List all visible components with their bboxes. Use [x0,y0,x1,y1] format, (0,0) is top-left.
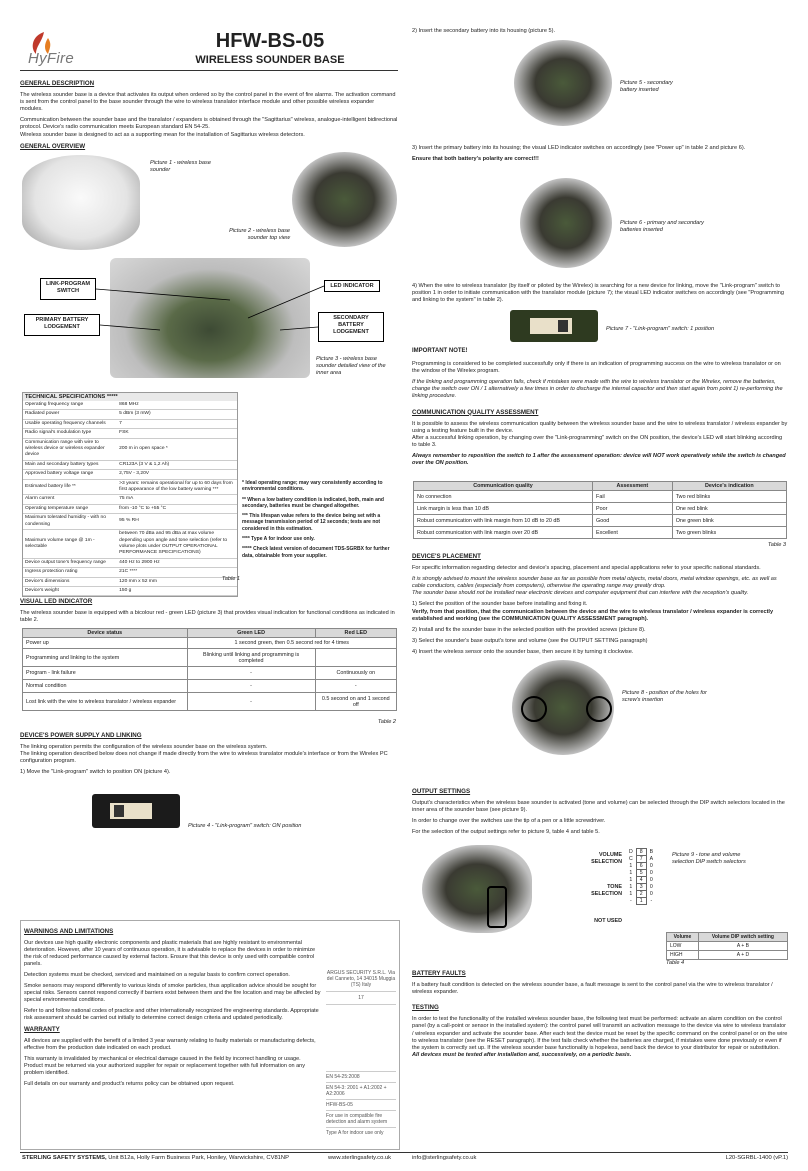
picture-1-image [22,155,140,250]
vol-col-setting: Volume DIP switch setting [698,933,787,942]
label-primary-battery: PRIMARY BATTERY LODGEMENT [24,314,100,336]
footer-website[interactable]: www.sterlingsafety.co.uk [328,1155,392,1161]
general-section [20,72,398,155]
dip-row [626,884,656,891]
table-cell: Programming and linking to the system [23,649,188,667]
dip-cell: 1 [629,877,633,883]
table-row [23,693,397,711]
led-col-status: Device status [23,629,188,638]
spec-label: Device output tone's frequency range [23,558,117,567]
table-row [667,942,788,951]
dip-row [626,877,656,884]
cq-heading: COMMUNICATION QUALITY ASSESSMENT [412,408,539,416]
table-row [23,530,237,559]
table-cell: HIGH [667,951,699,960]
table-row [414,503,787,515]
dip-row [626,863,656,870]
step2: 2) Insert the secondary battery into its housing (picture 5). [412,28,556,34]
dip-cell: - [650,898,653,904]
picture-5-image [514,40,612,126]
os3: For the selection of the output settings refer to picture 9, table 4 and table 5. [412,829,600,836]
table-row [23,460,237,469]
table-cell: Excellent [593,527,673,539]
table-row [23,429,237,438]
important-note-section [412,346,788,471]
spec-note: ***** Check latest version of document TDS-SGRBX for further data, obtainable from your supplier. [242,546,390,559]
table-row [23,470,237,479]
table-cell: No connection [414,491,593,503]
spec-label: Communication range with wire to wireless device or wireless expander device [23,438,117,460]
dip-cell: 0 [649,870,653,876]
dip-cell: 3 [636,884,646,891]
warn-p7: Product must be returned via your authorized supplier for repair or replacement together with full information on any problem identified. [24,1063,305,1076]
footer-left [22,1155,289,1161]
table-cell: Blinking until linking and programming is completed [187,649,315,667]
cert-address: ARGUS SECURITY S.R.L. Via del Canneto, 14 34015 Muggia (TS) Italy [326,970,396,992]
spec-value: from -10 °C to +55 °C [117,504,237,513]
dip-cell: 0 [649,891,653,897]
table-cell: Two green blinks [672,527,786,539]
table-cell: - [187,693,315,711]
dip-cell: 1 [629,863,633,869]
warn-p1: Our devices use high quality electronic components and plastic materials that are highly resistant to environmental deterioration. However, after 10 years of continuous operation, it is advisable to replace the devices in order to minimize the risk of reduced performance caused by external factors. Ensure that this device is only used with compatible control panels. [24,940,316,967]
cert-std2: EN 54-3: 2001 + A1:2002 + A2:2006 [326,1082,396,1099]
vol-col-volume: Volume [667,933,699,942]
cq3: Always remember to reposition the switch to 1 after the assessment operation: device will NOT work operatively while the switch is changed over the ON position. [412,453,786,467]
table-cell: Normal condition [23,680,188,693]
table-cell: Power up [23,638,188,649]
cq-table [413,481,787,539]
pl7: 3) Select the sounder's base output's tone and volume (see the OUTPUT SETTING paragraph) [412,637,648,644]
dip-tone-label: TONE SELECTION [591,884,622,897]
warranty-heading: WARRANTY [24,1026,60,1033]
step4: 4) When the wire to wireless translator (by itself or piloted by the Wirelex) is searching for a new device for linking, move the "Link-program" switch to position 1 in order to initiate communication with the translator module (picture 7); the visual LED indicator switches on accordingly (see "Programming and linking to the system" in table 2). [412,283,784,304]
footer-email[interactable]: info@sterlingsafety.co.uk [412,1155,477,1161]
power-p1: The linking operation permits the configuration of the wireless sounder base on the wireless system. [20,744,268,751]
table-1-caption: Table 1 [221,576,240,582]
table-row [23,514,237,530]
spec-note: ** When a low battery condition is indicated, both, main and secondary, batteries must be changed altogether. [242,496,384,509]
pl1: For specific information regarding detector and device's spacing, placement and special applications refer to your specific national standards. [412,565,761,572]
spec-value: CR123A (3 V & 1,2 Ah) [117,460,237,469]
switch-knob [558,320,568,332]
picture-7-switch-image [510,310,598,342]
output-section [412,780,788,840]
label-led-indicator: LED INDICATOR [324,280,380,292]
pl4: 1) Select the position of the sounder base before installing and fixing it. [412,601,588,608]
dip-cell: 0 [649,863,653,869]
spec-label: Device's weight [23,586,117,595]
switch-knob [114,805,124,817]
dip-row [626,870,656,877]
spec-label: Main and secondary battery types [23,460,117,469]
pl2: It is strongly advised to mount the wireless sounder base as far as possible from metal objects, metal doors, metal window openings, etc. as well as cable conductors, cables (especially from computers), otherwise the operating range may greatly drop. [412,576,777,590]
table-row [23,638,397,649]
picture-9-image [422,845,532,933]
dip-cell: 8 [636,849,646,856]
table-cell: A + B [698,942,787,951]
table-cell: Robust communication with link margin over 20 dB [414,527,593,539]
spec-value: between 70 dBa and 95 dBa at max volume depending upon angle and tone selection (refer to volume plots under OUTPUT OPERATIONAL PERFORMANCE SPECIFICATIONS) [117,530,237,559]
table-row [23,504,237,513]
led-col-red: Red LED [315,629,396,638]
spec-label: Radio signal's modulation type [23,429,117,438]
warn-p5: All devices are supplied with the benefit of a limited 3 year warranty relating to faulty materials or manufacturing defects, effective from the production date indicated on each product. [24,1038,316,1051]
spec-value: 75 mA [117,495,237,504]
logo [22,28,92,68]
table-cell: Two red blinks [672,491,786,503]
table-cell: One green blink [672,515,786,527]
dip-cell: 4 [636,877,646,884]
cq2: After a successful linking operation, by changing over the "Link-programming" switch on the ON position, the device's LED will start blinking according to table 3. [412,434,783,448]
spec-label: Ingress protection rating [23,568,117,577]
table-cell: - [315,680,396,693]
dip-cell: 7 [636,856,646,863]
step3: 3) Insert the primary battery into its housing; the visual LED indicator switches on accordingly (see "Power up" in table 2 and picture 6). [412,145,746,151]
picture-1-caption: Picture 1 - wireless base sounder [150,160,211,173]
dip-notused-label: NOT USED [594,918,622,924]
note1: Programming is considered to be completed successfully only if there is an indication of programming success on the wire to wireless translator or on the window of the Wirelex program. [412,361,781,375]
general-heading: GENERAL DESCRIPTION [20,80,95,87]
dip-cell: 1 [629,891,633,897]
picture-6-image [520,178,612,268]
table-cell: One red blink [672,503,786,515]
step3-section [412,145,788,167]
table-row [414,527,787,539]
led-col-green: Green LED [187,629,315,638]
table-row [414,515,787,527]
spec-label: Maximum tolerated humidity - with no condensing [23,514,117,530]
dip-volume-label: VOLUME SELECTION [591,852,622,865]
spec-label: Radiated power [23,410,117,419]
spec-value: 5 dBm (3 mW) [117,410,237,419]
picture-2-image [292,152,397,247]
cq-col-indication: Device's indication [672,482,786,491]
spec-value: 7 [117,419,237,428]
important-note-heading: IMPORTANT NOTE! [412,348,468,354]
cq-col-quality: Communication quality [414,482,593,491]
spec-note: * Ideal operating range; may vary consistently according to environmental conditions. [242,480,383,493]
picture-4-caption: Picture 4 - "Link-program" switch: ON position [188,823,302,829]
dip-cell: 6 [636,863,646,870]
warn-p4: Refer to and follow national codes of practice and other internationally recognized fire engineering standards. Appropriate risk assessment should be carried out initially to determine correct design criteria and updated periodically. [24,1008,319,1021]
spec-label: Alarm current [23,495,117,504]
specs-notes [242,480,392,563]
general-p3: Wireless sounder base is designed to act as a supporting mean for the installation of Sagittarius wireless detectors. [20,131,305,138]
page-title: HFW-BS-05 [215,30,325,52]
spec-value: 2,75V - 3,20V [117,470,237,479]
spec-value: 200 m in open space * [117,438,237,460]
dip-grid [626,848,656,905]
dip-cell: 0 [649,877,653,883]
battery-faults-section [412,962,788,1063]
output-heading: OUTPUT SETTINGS [412,788,471,795]
pl3: The sounder base should not be installed near electronic devices and computer equipment that can interfere with the reception's quality. [412,590,749,597]
table-cell: 0.5 second on and 1 second off [315,693,396,711]
spec-value: 120 mm x 52 mm [117,577,237,586]
table-cell: Fail [593,491,673,503]
dip-cell: C [629,856,633,862]
table-row [667,951,788,960]
dip-row [626,898,656,905]
led-p1: The wireless sounder base is equipped with a bicolour red - green LED (picture 3) that provides visual indication for functional conditions as indicated in table 2. [20,610,395,624]
footer-rule [20,1152,788,1153]
note2: If the linking and programming operation fails, check if mistakes were made with the wire to wireless translator or the Wirelex, remove the batteries, change the switch over ON / 1 alternatively a few times in order to discharge the internal capacitor and then start again from point 1) re-performing the linking procedure. [412,379,783,400]
cq1: It is possible to assess the wireless communication quality between the wireless sounder base and the wire to wireless translator / wireless expander by using a testing feature built in the device. [412,420,788,434]
table-3-caption: Table 3 [767,542,786,548]
dip-cell: - [630,898,632,904]
spec-value: 21C **** [117,568,237,577]
dip-switch-marker [487,886,507,928]
table-row [23,479,237,495]
picture-4-switch-image [92,794,180,828]
dip-cell: 5 [636,870,646,877]
spec-value: 440 Hz to 2900 Hz [117,558,237,567]
warn-p8: Full details on our warranty and product's returns policy can be obtained upon request. [24,1081,235,1087]
table-cell: Link margin is less than 10 dB [414,503,593,515]
pl5: Verify, from that position, that the communication between the device and the wire to wireless translator / wireless expander is correctly established and working (see the COMMUNICATION QUALITY ASSESSMENT paragraph). [412,608,774,622]
screw-hole-marker-right [586,696,612,722]
dip-cell: D [629,849,633,855]
table-row [23,419,237,428]
table-row [23,667,397,680]
spec-label: Estimated battery life ** [23,479,117,495]
table-row [23,410,237,419]
bf1: If a battery fault condition is detected on the wireless sounder base, a fault message is sent to the control panel via the wire to wireless translator / wireless expander. [412,982,773,996]
table-cell: - [187,680,315,693]
power-p2: The linking operation described below does not change if made directly from the wire to wireless translator module's interface or from the Wirelex PC configuration program. [20,751,388,765]
dip-cell: 2 [636,891,646,898]
spec-label: Maximum volume range @ 1m - selectable [23,530,117,559]
dip-row [626,891,656,898]
picture-3-caption: Picture 3 - wireless base sounder detailed view of the inner area [316,356,386,376]
picture-7-caption: Picture 7 - "Link-program" switch: 1 position [606,326,715,332]
table-row [23,649,397,667]
led-heading: VISUAL LED INDICATOR [20,598,93,605]
t1: In order to test the functionality of the installed wireless sounder base, the following test must be performed: activate an alarm condition on the control panel (by a call-point or sensor in the installed system): the control panel will transmit an activation message to the device via wire to wireless translator / wireless expander and activate the sounder base. After each test the device must be reset by the specific command on the control panel or on the wire to wireless translator (see the RESET paragraph). If the test fails check whether the batteries are charged, if mistakes were done previously or even if the system is correctly set up. If the wireless sounder base functionality is hopeless, send back the device to your distributor for repair or substitution. [412,1016,788,1051]
spec-value: 868 MHz [117,401,237,410]
testing-heading: TESTING [412,1004,439,1012]
screw-hole-marker-left [521,696,547,722]
label-secondary-battery: SECONDARY BATTERY LODGEMENT [318,312,384,342]
cert-model: HFW-BS-05 [326,1099,396,1110]
table-4-caption: Table 4 [666,960,685,966]
logo-text: HyFire [28,50,74,67]
spec-note: *** This lifespan value refers to the device being set with a message transmission period of 12 seconds; tests are not considered in this estimation. [242,513,381,532]
picture-2-caption: Picture 2 - wireless base sounder top view [229,228,290,241]
dip-cell: 1 [636,898,646,905]
cq-col-assessment: Assessment [593,482,673,491]
table-row [23,438,237,460]
table-cell: Lost link with the wire to wireless translator / wireless expander [23,693,188,711]
table-cell: LOW [667,942,699,951]
volume-table [666,932,788,960]
footer-company: STERLING SAFETY SYSTEMS, [22,1155,107,1161]
spec-label: Device's dimensions [23,577,117,586]
dip-header-row [626,856,656,863]
warn-p6: This warranty is invalidated by mechanical or electrical damage caused in the field by incorrect handling or usage. [24,1056,301,1062]
os2: In order to change over the switches use the tip of a pen or a little screwdriver. [412,818,606,825]
dip-header-row [626,849,656,856]
spec-note: **** Type A for indoor use only. [242,536,315,543]
dip-cell: 1 [629,870,633,876]
spec-value: >3 years: remains operational for up to 60 days from first appearance of the low battery warning *** [117,479,237,495]
dip-cell: 0 [649,884,653,890]
table-row [23,558,237,567]
specs-heading: TECHNICAL SPECIFICATIONS ***** [23,393,237,401]
power-heading: DEVICE'S POWER SUPPLY AND LINKING [20,732,142,739]
table-cell: 1 second green, then 0.5 second red for 4 times [187,638,396,649]
table-cell: Good [593,515,673,527]
table-row [23,495,237,504]
led-section [20,590,398,628]
table-row [23,401,237,410]
pl8: 4) Insert the wireless sensor onto the sounder base, then secure it by turning it clockwise. [412,648,634,655]
specs-box [22,392,238,597]
table-cell: Robust communication with link margin from 10 dB to 20 dB [414,515,593,527]
spec-value: 150 g [117,586,237,595]
ensure-polarity: Ensure that both battery's polarity are correct!!! [412,156,539,163]
spec-label: Operating temperature range [23,504,117,513]
picture-3-image [110,258,310,378]
cert-panel [326,970,396,1138]
table-cell: - [187,667,315,680]
cert-std1: EN 54-25:2008 [326,1071,396,1082]
spec-value: 95 % RH [117,514,237,530]
cert-number: 17 [326,992,396,1005]
footer-doc-code: L20-SGRBL-1400 (vP.1) [725,1155,788,1161]
battery-faults-heading: BATTERY FAULTS [412,970,466,977]
table-row [23,680,397,693]
page-subtitle: WIRELESS SOUNDER BASE [195,54,345,66]
warnings-section [24,920,324,1092]
spec-value: FSK [117,429,237,438]
specs-table [23,401,237,596]
general-p2: Communication between the sounder base and the translator / expanders is obtained through the "Sagittarius" wireless, analogue-intelligent bidirectional protocol. Device's radio communication meets European standard EN 54-25. [20,117,398,131]
warn-p2: Detection systems must be checked, serviced and maintained on a regular basis to confirm correct operation. [24,972,290,978]
os1: Output's characteristics when the wireless base sounder is activated (tone and volume) can be selected through the DIP switch selectors located in the inner area of the sounder base (see picture 9). [412,800,785,814]
placement-heading: DEVICE'S PLACEMENT [412,553,481,560]
placement-section [412,545,788,660]
picture-5-caption: Picture 5 - secondary battery inserted [620,80,673,93]
spec-label: Approved battery voltage range [23,470,117,479]
label-link-program-switch: LINK-PROGRAM SWITCH [40,278,96,300]
dip-cell: A [649,856,654,862]
t2: All devices must be tested after installation and, successively, on a periodic basis. [412,1051,632,1058]
table-cell: Program - link failure [23,667,188,680]
warn-p3: Smoke sensors may respond differently to various kinds of smoke particles, thus application advice should be sought for special risks. Sensors cannot respond correctly if barriers exist between them and the fire location and may be affected by special environmental conditions. [24,983,321,1003]
dip-selector-diagram [586,848,666,928]
dip-cell: 1 [629,884,633,890]
spec-label: Operating frequency range [23,401,117,410]
spec-label: Usable operating frequency channels [23,419,117,428]
picture-9-caption: Picture 9 - tone and volume selection DIP switch selectors [672,852,746,865]
pl6: 2) Install and fix the sounder base in the selected position with the provided screws (picture 8). [412,626,646,633]
table-cell [315,649,396,667]
table-cell: Continuously on [315,667,396,680]
warnings-heading: WARNINGS AND LIMITATIONS [24,928,114,935]
power-section [20,724,398,780]
picture-6-caption: Picture 6 - primary and secondary batteries inserted [620,220,704,233]
cert-use1: For use in compatible fire detection and alarm system [326,1110,396,1127]
picture-8-caption: Picture 8 - position of the holes for screw's insertion [622,690,707,703]
power-step1: 1) Move the "Link-program" switch to position ON (picture 4). [20,769,171,776]
table-cell: A + D [698,951,787,960]
led-table [22,628,397,711]
cert-use2: Type A for indoor use only [326,1127,396,1138]
header-rule [20,70,398,71]
footer-address: Unit B12a, Holly Farm Business Park, Honiley, Warwickshire, CV81NP [108,1155,289,1161]
overview-heading: GENERAL OVERVIEW [20,142,86,150]
dip-cell: B [649,849,654,855]
table-cell: Poor [593,503,673,515]
table-2-caption: Table 2 [377,719,396,725]
table-row [414,491,787,503]
general-p1: The wireless sounder base is a device that activates its output when ordered so by the control panel in the event of fire alarms. The activation command is sent from the control panel to the base sounder through the wire to wireless translator interface module and other possible wireless expander modules. [20,92,396,113]
